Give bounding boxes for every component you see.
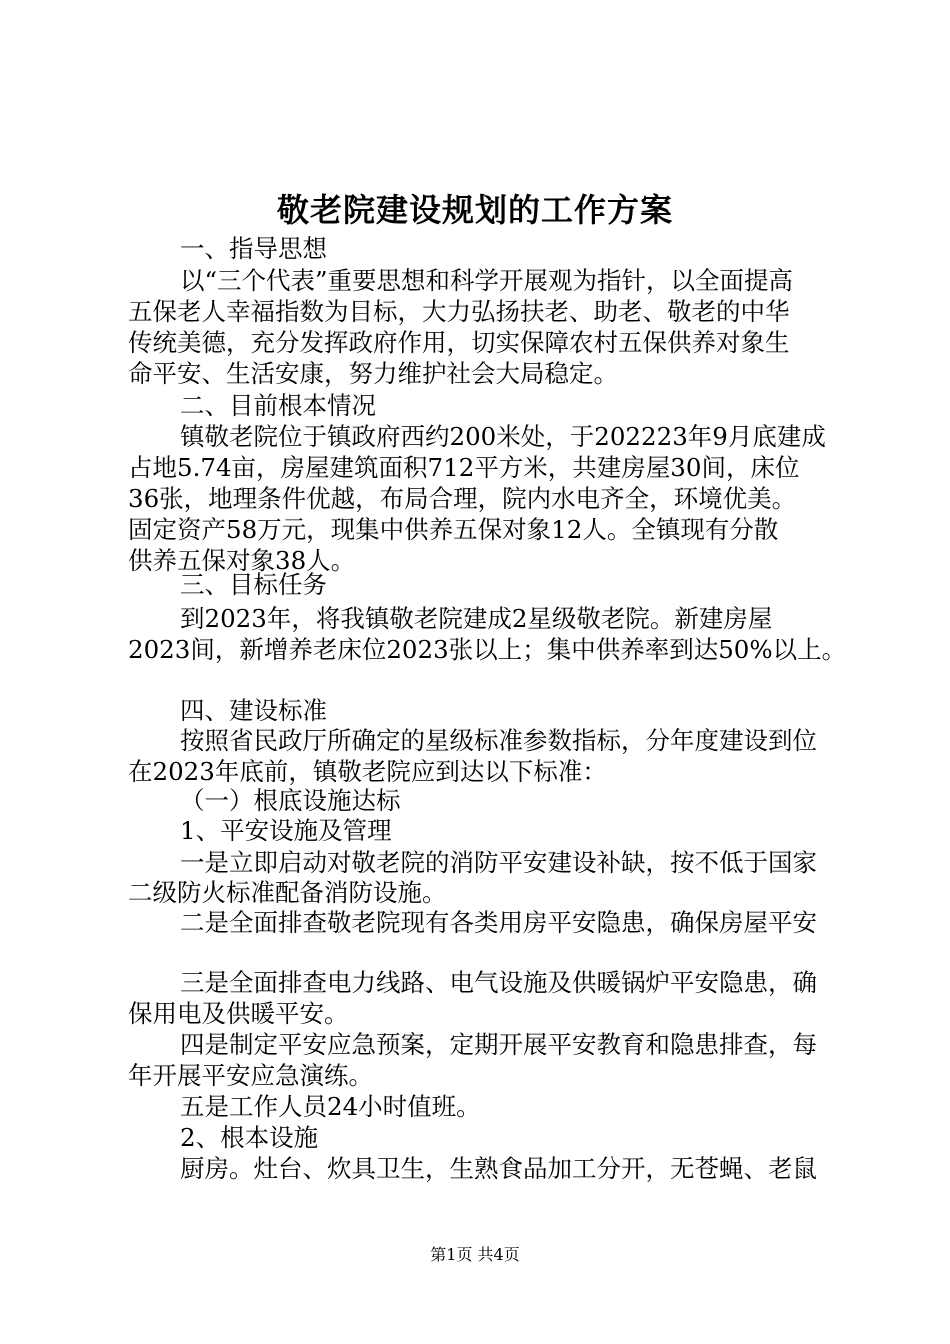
heading-guiding-ideology: 一、指导思想 bbox=[180, 234, 327, 263]
page-footer: 第1页 共4页 bbox=[430, 1245, 520, 1264]
paragraph-line: 厨房。灶台、炊具卫生，生熟食品加工分开，无苍蝇、老鼠 bbox=[180, 1154, 817, 1183]
heading-current-situation: 二、目前根本情况 bbox=[180, 391, 376, 420]
document-title: 敬老院建设规划的工作方案 bbox=[276, 191, 673, 229]
paragraph-line: 36张，地理条件优越，布局合理，院内水电齐全，环境优美。 bbox=[128, 484, 797, 513]
paragraph-line: 在2023年底前，镇敬老院应到达以下标准： bbox=[128, 757, 607, 786]
paragraph-line: 四是制定平安应急预案，定期开展平安教育和隐患排查，每 bbox=[180, 1030, 817, 1059]
paragraph-line: 供养五保对象38人。 bbox=[128, 546, 356, 575]
subheading-safety: 1、平安设施及管理 bbox=[180, 816, 392, 845]
paragraph-line: 固定资产58万元，现集中供养五保对象12人。全镇现有分散 bbox=[128, 515, 779, 544]
paragraph-line: 三是全面排查电力线路、电气设施及供暖锅炉平安隐患，确 bbox=[180, 968, 817, 997]
paragraph-line: 占地5.74亩，房屋建筑面积712平方米，共建房屋30间，床位 bbox=[128, 453, 800, 482]
subheading-infrastructure: （一）根底设施达标 bbox=[180, 786, 401, 815]
paragraph-line: 传统美德，充分发挥政府作用，切实保障农村五保供养对象生 bbox=[128, 328, 790, 357]
paragraph-line: 保用电及供暖平安。 bbox=[128, 999, 349, 1028]
paragraph-line: 年开展平安应急演练。 bbox=[128, 1061, 373, 1090]
paragraph-line: 按照省民政厅所确定的星级标准参数指标，分年度建设到位 bbox=[180, 726, 817, 755]
heading-standards: 四、建设标准 bbox=[180, 696, 327, 725]
subheading-basic-facilities: 2、根本设施 bbox=[180, 1123, 319, 1152]
paragraph-line: 五是工作人员24小时值班。 bbox=[180, 1092, 481, 1121]
paragraph-line: 以“三个代表”重要思想和科学开展观为指针，以全面提高 bbox=[180, 266, 794, 295]
paragraph-line: 一是立即启动对敬老院的消防平安建设补缺，按不低于国家 bbox=[180, 848, 817, 877]
paragraph-line: 到2023年，将我镇敬老院建成2星级敬老院。新建房屋 bbox=[180, 604, 773, 633]
paragraph-line: 二是全面排查敬老院现有各类用房平安隐患，确保房屋平安 bbox=[180, 908, 817, 937]
paragraph-line: 五保老人幸福指数为目标，大力弘扬扶老、助老、敬老的中华 bbox=[128, 297, 790, 326]
paragraph-line: 2023间，新增养老床位2023张以上；集中供养率到达50%以上。 bbox=[128, 635, 847, 664]
paragraph-line: 镇敬老院位于镇政府西约200米处，于202223年9月底建成 bbox=[180, 422, 826, 451]
paragraph-line: 二级防火标准配备消防设施。 bbox=[128, 878, 447, 907]
heading-goals: 三、目标任务 bbox=[180, 570, 327, 599]
paragraph-line: 命平安、生活安康，努力维护社会大局稳定。 bbox=[128, 359, 618, 388]
